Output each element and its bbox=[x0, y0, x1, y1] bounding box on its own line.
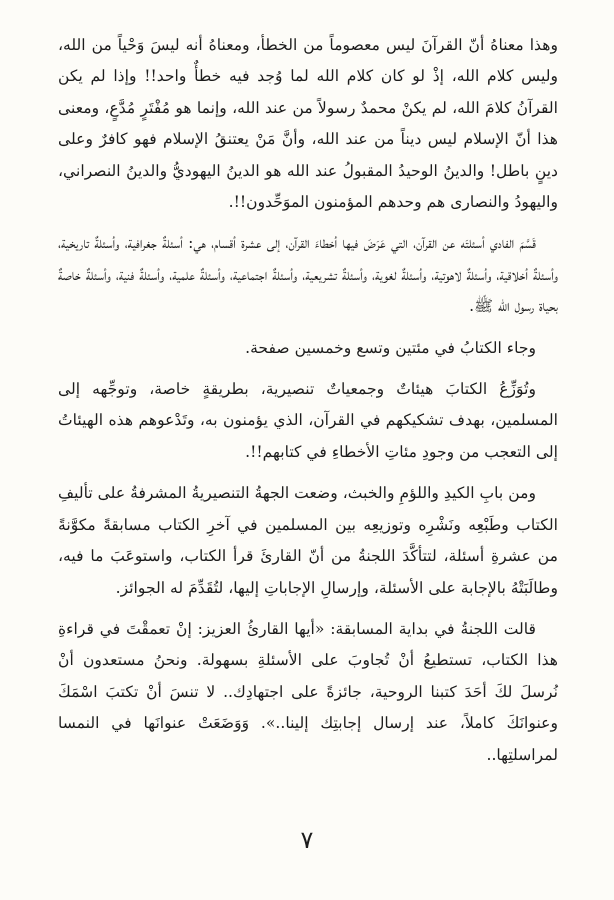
document-page bbox=[58, 30, 558, 781]
paragraph: ومن بابِ الكيدِ واللؤمِ والخبث، وضعت الجهةُ التنصيريةُ المشرفةُ على تأليفِ الكتاب وطَبْعِه ونَشْرِه وتوزيعِه بين المسلمين في آخرِ الكتاب مسابقةً مكوَّنةً من عشرةِ أسئلة، لتتأكَّدَ اللجنةُ من أنّ القارئَ قرأ الكتاب، واستوعَبَ ما فيه، وطالَبَتْهُ بالإجابة على الأسئلة، وإرسالِ الإجاباتِ إليها، لتُقَدِّمَ له الجوائز. bbox=[58, 484, 558, 597]
paragraph: وهذا معناهُ أنّ القرآنَ ليس معصوماً من الخطأ، ومعناهُ أنه ليسَ وَحْياً من الله، وليس كلام الله، إذْ لو كان كلام الله لما وُجد فيه خطأٌ واحد!! وإذا لم يكن القرآنُ كلامَ الله، لم يكنْ محمدٌ رسولاً من عند الله، وإنما هو مُفْتَرٍ مُدَّعٍ، ومعنى هذا أنّ الإسلام ليس ديناً من عند الله، وأنَّ مَنْ يعتنقُ الإسلام فهو كافرٌ وعلى دينٍ باطل! والدينُ الوحيدُ المقبولُ عند الله هو الدينُ اليهوديُّ والدينُ النصراني، واليهودُ والنصارى هم وحدهم المؤمنون الموَحِّدون!!. bbox=[58, 36, 558, 212]
paragraph: وجاء الكتابُ في مئتين وتسع وخمسين صفحة. bbox=[245, 338, 536, 357]
paragraph: قالت اللجنةُ في بداية المسابقة: «أيها القارئُ العزيز: إنْ تعمقْتَ في قراءةِ هذا الكتاب، تستطيعُ أنْ تُجاوبَ على الأسئلةِ بسهولة. ونحنُ مستعدون أنْ نُرسلَ لكَ أحَدَ كتبنا الروحية، جائزةً على اجتهادِك.. لا تنسَ أنْ تكتبَ اسْمَكَ وعنوانَكَ كاملاً، عند إرسال إجابتِك إلينا..». وَوَضَعَتْ عنوانَها في النمسا لمراسلتِها.. bbox=[58, 619, 558, 764]
page-number: ٧ bbox=[300, 826, 314, 854]
paragraph: قَسَّمَ الفادي أسئلتَه عن القرآن، التي عَرَضَ فيها أخطاءَ القرآن، إلى عشرة أقسام، هي: أسئلةٌ جغرافية، وأسئلةٌ تاريخية، وأسئلةٌ أخلاقية، وأسئلةٌ لاهوتية، وأسئلةٌ لغوية، وأسئلةٌ تشريعية، وأسئلةٌ اجتماعية، وأسئلةٌ علمية، وأسئلةٌ فنية، وأسئلةٌ خاصةٌ بحياة رسول الله ﷺ. bbox=[58, 234, 558, 316]
paragraph: وتُوَزِّعُ الكتابَ هيئاتٌ وجمعياتٌ تنصيرية، بطريقةٍ خاصة، وتوجِّهه إلى المسلمين، بهدف تشكيكهم في القرآن، الذي يؤمنون به، وتَدْعوهم هذه الهيئاتُ إلى التعجب من وجودِ مئاتِ الأخطاءِ في كتابهم!!. bbox=[58, 380, 558, 461]
